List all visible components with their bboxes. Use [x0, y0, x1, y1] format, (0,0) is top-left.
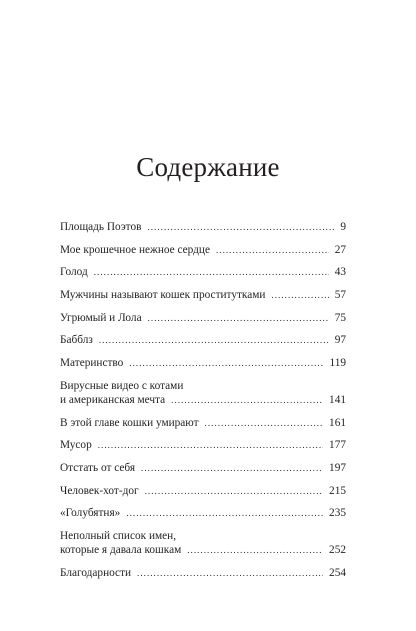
- table-of-contents: [60, 220, 346, 588]
- toc-entry-title-line: Угрюмый и Лола: [60, 311, 142, 324]
- dot-leader: [137, 566, 323, 580]
- toc-entry-title-line: Мусор: [60, 439, 92, 452]
- toc-page-number: 161: [329, 416, 346, 429]
- dot-leader: [205, 416, 324, 430]
- toc-entry[interactable]: [60, 379, 346, 407]
- toc-entry-title-line: Мужчины называют кошек проститутками: [60, 289, 266, 302]
- toc-entry[interactable]: [60, 566, 346, 580]
- toc-entry-title-line: Мое крошечное нежное сердце: [60, 243, 210, 256]
- toc-entry-row: [60, 265, 346, 279]
- toc-entry-row: [60, 311, 346, 325]
- toc-page-number: 27: [334, 243, 346, 256]
- toc-entry-row: [60, 243, 346, 257]
- toc-entry-row: [60, 461, 346, 475]
- toc-entry-row: [60, 566, 346, 580]
- toc-entry-row: [60, 393, 346, 407]
- toc-page-number: 97: [334, 334, 346, 347]
- dot-leader: [187, 543, 323, 557]
- toc-page-number: 177: [329, 439, 346, 452]
- toc-entry-title-line: Материнство: [60, 357, 124, 370]
- toc-entry[interactable]: [60, 438, 346, 452]
- toc-entry-row: [60, 506, 346, 520]
- toc-entry[interactable]: [60, 484, 346, 498]
- toc-page-number: 254: [329, 566, 346, 579]
- toc-entry[interactable]: [60, 529, 346, 557]
- toc-entry-title-line: Отстать от себя: [60, 461, 136, 474]
- dot-leader: [216, 243, 329, 257]
- toc-entry-title-line: Площадь Поэтов: [60, 221, 142, 233]
- toc-entry-row: [60, 484, 346, 498]
- toc-page-number: 235: [329, 507, 346, 520]
- toc-entry[interactable]: [60, 506, 346, 520]
- toc-entry[interactable]: [60, 288, 346, 302]
- dot-leader: [171, 393, 323, 407]
- toc-page-number: 75: [334, 311, 346, 324]
- toc-page-number: 197: [329, 461, 346, 474]
- toc-entry-title-line: Неполный список имен,: [60, 529, 177, 542]
- toc-page-number: 9: [340, 221, 346, 233]
- toc-entry-title-line: которые я давала кошкам: [60, 543, 182, 556]
- toc-page-number: 252: [329, 543, 346, 556]
- dot-leader: [147, 220, 334, 234]
- toc-entry[interactable]: [60, 311, 346, 325]
- dot-leader: [98, 438, 323, 452]
- toc-entry-row: [60, 543, 346, 557]
- toc-entry-row: [60, 416, 346, 430]
- dot-leader: [271, 288, 328, 302]
- toc-entry-title-line: Бабблз: [60, 334, 93, 347]
- dot-leader: [94, 265, 329, 279]
- toc-entry-row: [60, 438, 346, 452]
- toc-entry-title-line: Благодарности: [60, 566, 132, 579]
- toc-entry-title-line: Голод: [60, 266, 88, 279]
- page-title: Содержание: [136, 152, 280, 182]
- toc-page-number: 119: [329, 357, 346, 370]
- toc-entry[interactable]: [60, 461, 346, 475]
- toc-entry-row: [60, 333, 346, 347]
- toc-entry[interactable]: [60, 220, 346, 234]
- dot-leader: [126, 506, 323, 520]
- toc-entry-row: [60, 288, 346, 302]
- toc-page-number: 57: [334, 289, 346, 302]
- toc-entry[interactable]: [60, 416, 346, 430]
- dot-leader: [145, 484, 323, 498]
- dot-leader: [141, 461, 323, 475]
- dot-leader: [129, 356, 323, 370]
- toc-entry-row: [60, 356, 346, 370]
- toc-entry-row: [60, 220, 346, 234]
- toc-page-number: 43: [334, 266, 346, 279]
- toc-entry-title-line: «Голубятня»: [60, 507, 121, 520]
- toc-entry-title-line: В этой главе кошки умирают: [60, 416, 199, 429]
- toc-entry-title-line: Человек-хот-дог: [60, 484, 139, 497]
- dot-leader: [148, 311, 329, 325]
- dot-leader: [99, 333, 329, 347]
- toc-entry-title-line: Вирусные видео с котами: [60, 379, 184, 392]
- toc-entry[interactable]: [60, 243, 346, 257]
- toc-page-number: 215: [329, 484, 346, 497]
- toc-entry[interactable]: [60, 356, 346, 370]
- toc-page-number: 141: [329, 393, 346, 406]
- toc-entry[interactable]: [60, 265, 346, 279]
- toc-entry-title-line: и американская мечта: [60, 393, 166, 406]
- toc-entry[interactable]: [60, 333, 346, 347]
